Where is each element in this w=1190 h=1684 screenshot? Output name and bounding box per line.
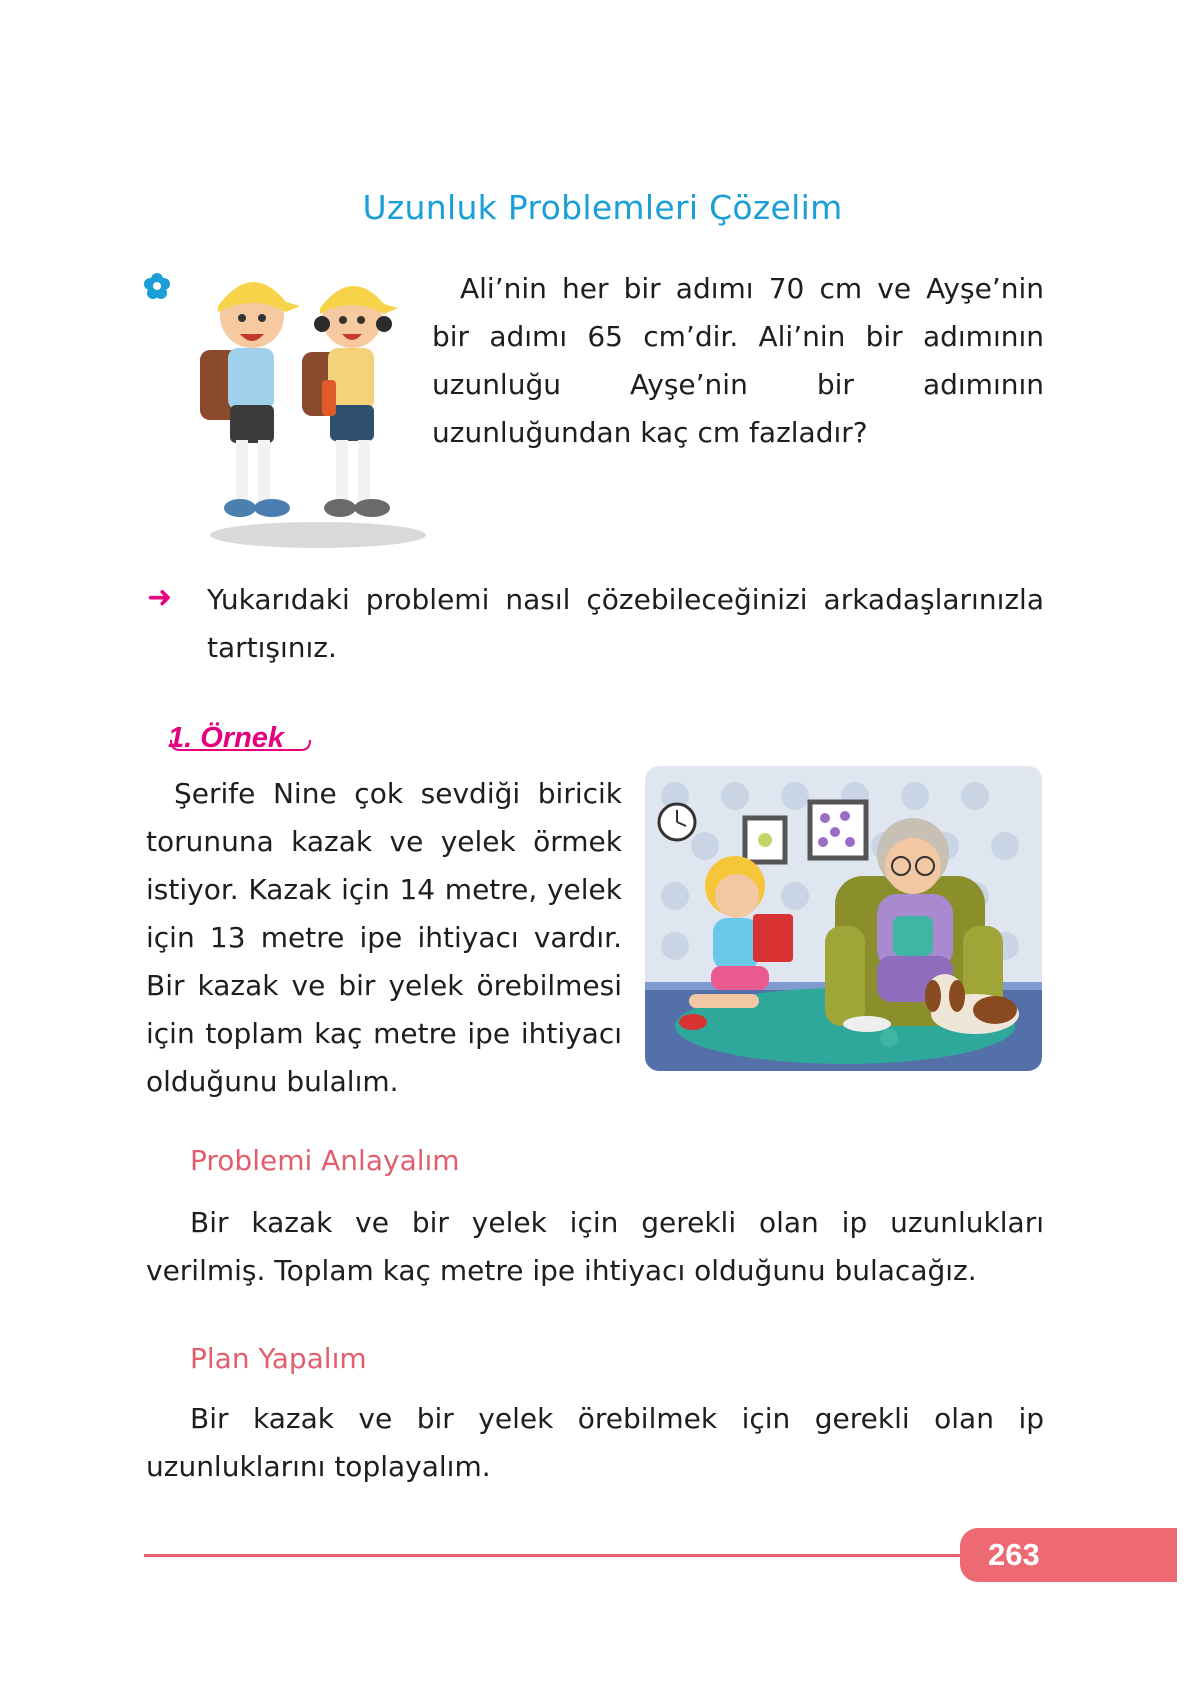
- page-title: Uzunluk Problemleri Çözelim: [362, 188, 843, 227]
- plan-text: Bir kazak ve bir yelek örebilmek için gerekli olan ip uzunluklarını toplayalım.: [146, 1402, 1044, 1483]
- discussion-text: Yukarıdaki problemi nasıl çözebileceğinizi arkadaşlarınızla tartışınız.: [207, 583, 1044, 664]
- example-underline: [168, 738, 313, 754]
- girl-figure: [302, 286, 398, 517]
- example-text: Şerife Nine çok sevdiği biricik torununa kazak ve yelek örmek istiyor. Kazak için 14 metre, yelek için 13 metre ipe ihtiyacı vardır. Bir kazak ve bir yelek örebilmesi için toplam kaç metre ipe ihtiyacı olduğunu bulalım.: [146, 777, 622, 1098]
- kids-illustration: [200, 260, 432, 550]
- page-number: 263: [960, 1528, 1177, 1582]
- boy-figure: [200, 282, 300, 517]
- understand-text: Bir kazak ve bir yelek için gerekli olan ip uzunlukları verilmiş. Toplam kaç metre ipe ihtiyacı olduğunu bulacağız.: [146, 1206, 1044, 1287]
- grandma-knitting-illustration: [645, 766, 1042, 1071]
- flower-icon: [143, 272, 171, 300]
- example-label: 1. Örnek: [168, 722, 285, 754]
- plan-heading: Plan Yapalım: [190, 1342, 367, 1375]
- footer-line: [144, 1554, 1004, 1557]
- arrow-right-icon: ➜: [147, 580, 173, 615]
- question-text: Ali’nin her bir adımı 70 cm ve Ayşe’nin bir adımı 65 cm’dir. Ali’nin bir adımının uzunluğu Ayşe’nin bir adımının uzunluğundan kaç cm fazladır?: [432, 272, 1044, 449]
- understand-heading: Problemi Anlayalım: [190, 1144, 460, 1177]
